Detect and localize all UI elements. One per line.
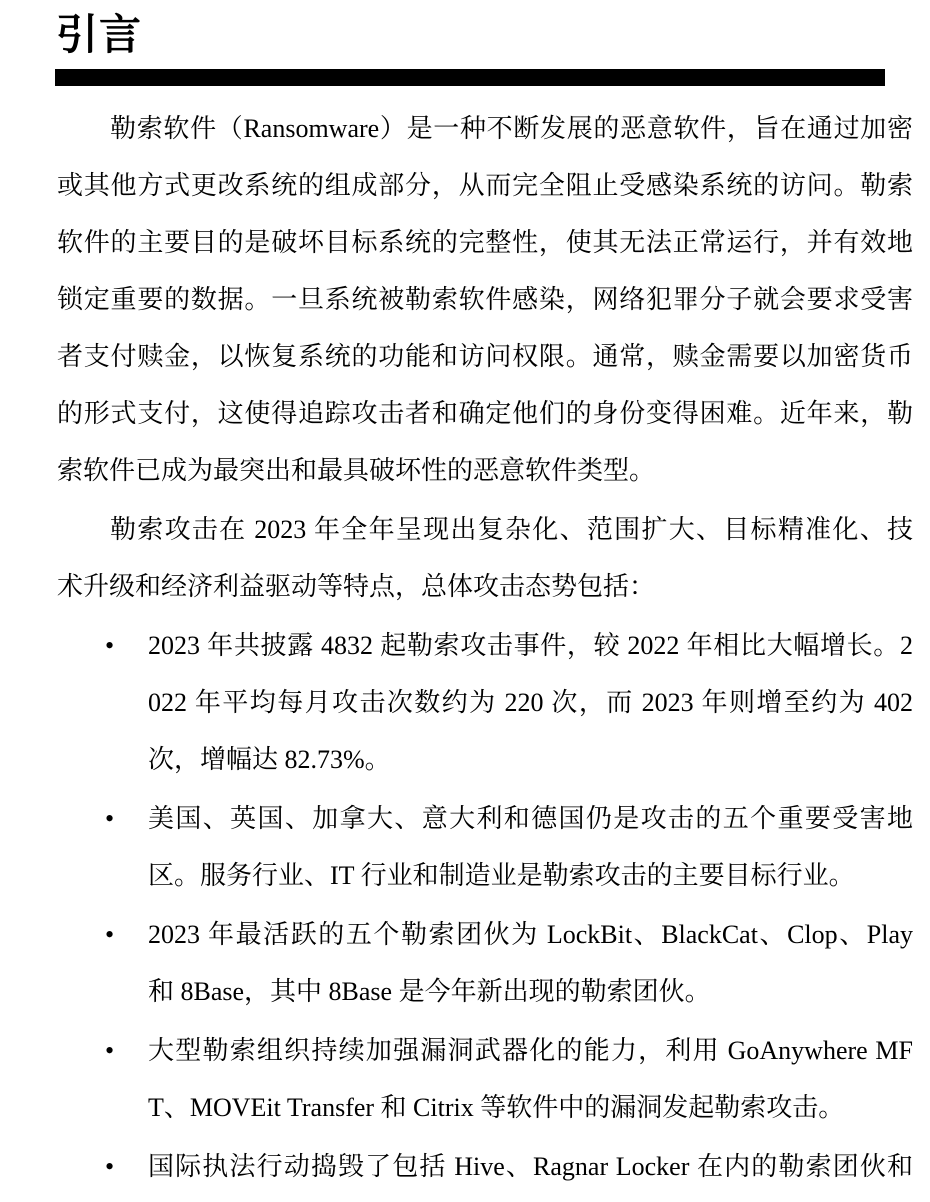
text-line: 国际执法行动捣毁了包括 Hive、Ragnar Locker 在内的勒索团伙和 — [148, 1152, 913, 1181]
text-line: 次，增幅达 82.73%。 — [148, 745, 391, 774]
text-line: 2023 年共披露 4832 起勒索攻击事件，较 2022 年相比大幅增长。2 — [148, 631, 913, 660]
text-line: 或其他方式更改系统的组成部分，从而完全阻止受感染系统的访问。勒索 — [57, 171, 913, 200]
text-line: 锁定重要的数据。一旦系统被勒索软件感染，网络犯罪分子就会要求受害 — [57, 285, 913, 314]
text-line: 软件的主要目的是破坏目标系统的完整性，使其无法正常运行，并有效地 — [57, 228, 913, 257]
section-title: 引言 — [56, 10, 143, 59]
bullet-item — [57, 1022, 913, 1136]
bullet-item — [57, 790, 913, 904]
text-line: 2023 年最活跃的五个勒索团伙为 LockBit、BlackCat、Clop、Play — [148, 920, 913, 949]
bullet-item — [57, 1138, 913, 1195]
body-paragraph — [57, 501, 913, 615]
text-line: 大型勒索组织持续加强漏洞武器化的能力，利用 GoAnywhere MF — [148, 1036, 913, 1065]
text-line: 术升级和经济利益驱动等特点，总体攻击态势包括： — [57, 572, 656, 601]
text-line: 勒索软件（Ransomware）是一种不断发展的恶意软件，旨在通过加密 — [110, 114, 913, 143]
text-line: 022 年平均每月攻击次数约为 220 次，而 2023 年则增至约为 402 — [148, 688, 913, 717]
text-line: T、MOVEit Transfer 和 Citrix 等软件中的漏洞发起勒索攻击。 — [148, 1093, 845, 1122]
bullet-marker-icon: • — [105, 1152, 115, 1181]
text-line: 勒索攻击在 2023 年全年呈现出复杂化、范围扩大、目标精准化、技 — [110, 515, 913, 544]
bullet-marker-icon: • — [105, 1036, 115, 1065]
document-body — [57, 100, 913, 1195]
text-line: 和 8Base，其中 8Base 是今年新出现的勒索团伙。 — [148, 977, 711, 1006]
body-paragraph — [57, 100, 913, 499]
bullet-item — [57, 617, 913, 788]
text-line: 美国、英国、加拿大、意大利和德国仍是攻击的五个重要受害地 — [148, 804, 913, 833]
bullet-marker-icon: • — [105, 804, 115, 833]
text-line: 索软件已成为最突出和最具破坏性的恶意软件类型。 — [57, 456, 656, 485]
text-line: 者支付赎金，以恢复系统的功能和访问权限。通常，赎金需要以加密货币 — [57, 342, 913, 371]
bullet-marker-icon: • — [105, 631, 115, 660]
text-line: 的形式支付，这使得追踪攻击者和确定他们的身份变得困难。近年来，勒 — [57, 399, 913, 428]
text-line: 区。服务行业、IT 行业和制造业是勒索攻击的主要目标行业。 — [148, 861, 855, 890]
title-divider-bar — [55, 69, 885, 86]
bullet-item — [57, 906, 913, 1020]
bullet-marker-icon: • — [105, 920, 115, 949]
